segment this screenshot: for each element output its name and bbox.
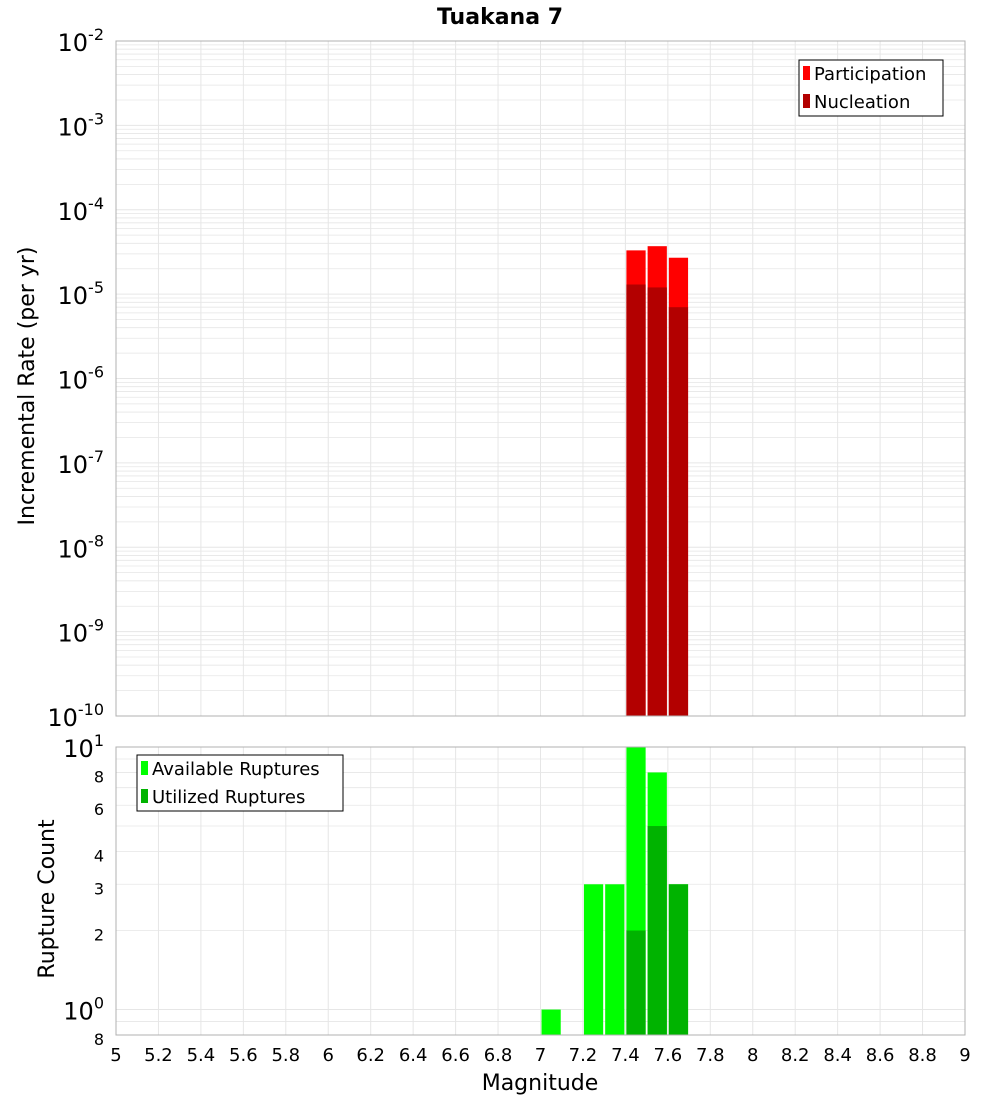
x-tick-label: 9 (959, 1045, 971, 1066)
bar-utilized-ruptures (626, 931, 645, 1035)
x-tick-label: 6.8 (483, 1045, 513, 1066)
y-tick-label: 8 (93, 767, 104, 787)
legend (799, 60, 943, 116)
y-tick-label: $10^{-6}$ (57, 362, 104, 395)
bar-available-ruptures (542, 1010, 561, 1035)
legend (137, 755, 343, 811)
x-tick-label: 6.6 (441, 1045, 470, 1066)
y-tick-label: 8 (93, 1030, 104, 1049)
legend-label: Nucleation (814, 92, 911, 113)
legend-label: Participation (814, 64, 927, 85)
y-axis-label: Incremental Rate (per yr) (15, 246, 40, 526)
x-axis-label: Magnitude (481, 1071, 599, 1096)
legend-swatch (803, 66, 810, 80)
x-tick-label: 7.6 (653, 1045, 683, 1066)
y-tick-label: $10^{-3}$ (57, 109, 104, 142)
y-tick-label: $10^{-2}$ (57, 25, 104, 57)
y-tick-label: $10^{-8}$ (57, 531, 104, 564)
x-tick-label: 8 (747, 1045, 759, 1066)
x-tick-label: 5.4 (186, 1045, 216, 1066)
x-tick-label: 8.4 (823, 1045, 852, 1066)
bar-nucleation (669, 307, 688, 716)
legend-swatch (141, 789, 148, 803)
y-tick-label: $10^{-4}$ (57, 193, 104, 226)
x-tick-label: 6 (322, 1045, 334, 1066)
x-tick-label: 6.2 (356, 1045, 386, 1066)
y-tick-label: 4 (93, 846, 104, 866)
x-tick-label: 7 (534, 1045, 547, 1066)
y-tick-label: $10^0$ (63, 993, 104, 1026)
y-tick-label: 2 (93, 925, 104, 945)
y-tick-label: $10^{-10}$ (47, 700, 104, 732)
plot-panel-2 (35, 731, 971, 1066)
x-tick-label: 6.4 (398, 1045, 428, 1066)
chart-layer (15, 25, 971, 1066)
legend-swatch (803, 94, 810, 108)
y-tick-label: 6 (93, 800, 104, 820)
x-tick-label: 7.8 (695, 1045, 725, 1066)
x-tick-label: 5.8 (271, 1045, 301, 1066)
bar-available-ruptures (605, 884, 624, 1035)
legend-label: Utilized Ruptures (152, 787, 306, 808)
bar-utilized-ruptures (648, 826, 667, 1035)
plot-panel-1 (15, 25, 965, 732)
y-tick-label: $10^{-5}$ (57, 278, 104, 311)
y-tick-label: $10^{-9}$ (57, 615, 104, 648)
y-tick-label: $10^1$ (63, 731, 104, 763)
x-tick-label: 8.2 (780, 1045, 810, 1066)
bar-utilized-ruptures (669, 884, 688, 1035)
legend-label: Available Ruptures (152, 759, 320, 780)
x-tick-label: 7.2 (568, 1045, 598, 1066)
bar-nucleation (648, 287, 667, 716)
x-tick-label: 8.6 (865, 1045, 895, 1066)
y-tick-label: $10^{-7}$ (57, 446, 104, 479)
legend-swatch (141, 761, 148, 775)
bar-nucleation (626, 285, 645, 716)
x-tick-label: 5.6 (229, 1045, 258, 1066)
x-tick-label: 8.8 (908, 1045, 937, 1066)
x-tick-label: 5 (110, 1045, 122, 1066)
x-tick-label: 7.4 (611, 1045, 640, 1066)
y-axis-label: Rupture Count (35, 819, 60, 979)
x-tick-label: 5.2 (144, 1045, 173, 1066)
y-tick-label: 3 (93, 879, 104, 899)
bar-available-ruptures (584, 884, 603, 1035)
chart-title: Tuakana 7 (436, 5, 564, 30)
